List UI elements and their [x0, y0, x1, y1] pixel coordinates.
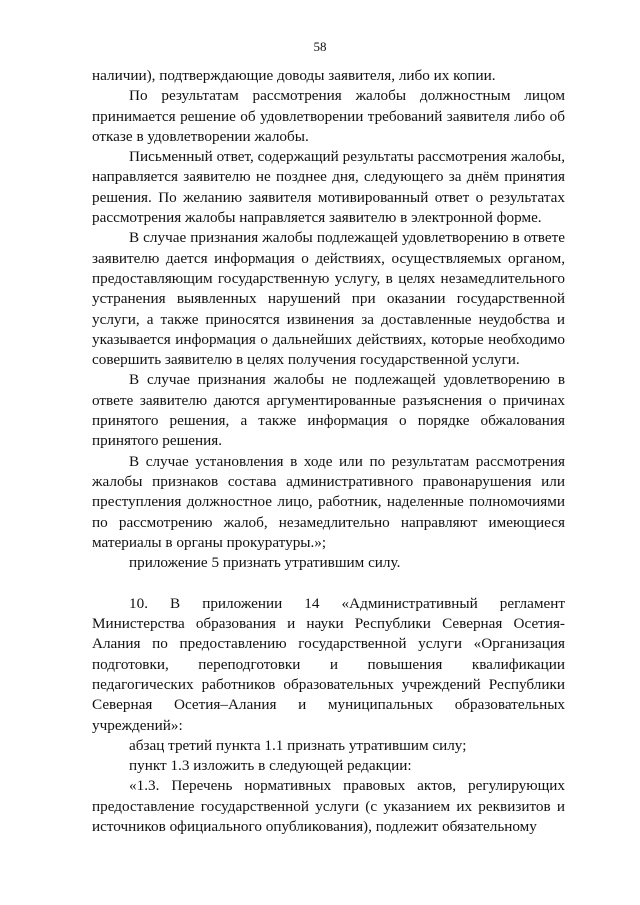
paragraph: пункт 1.3 изложить в следующей редакции: — [129, 757, 412, 775]
body-text — [92, 66, 565, 837]
paragraph: В случае признания жалобы подлежащей удовлетворению в ответе заявителю дается информация о действиях, осуществляемых органом, предоставляющим государственную услугу, в целях незамедлительного устранения выявленных нарушений при оказании государственной услуги, а также приносятся извинения за доставленные неудобства и указывается информация о дальнейших действиях, которые необходимо совершить заявителю в целях получения государственной услуги. — [92, 229, 565, 369]
page-number: 58 — [313, 39, 327, 54]
paragraph: абзац третий пункта 1.1 признать утратившим силу; — [129, 736, 467, 754]
paragraph: приложение 5 признать утратившим силу. — [129, 554, 401, 572]
paragraph: В случае признания жалобы не подлежащей удовлетворению в ответе заявителю даются аргументированные разъяснения о причинах принятого решения, а также информация о порядке обжалования принятого решения. — [92, 371, 565, 450]
paragraph-continuation: наличии), подтверждающие доводы заявителя, либо их копии. — [92, 67, 496, 84]
paragraph-item-10: 10. В приложении 14 «Административный регламент Министерства образования и науки Республики Северная Осетия-Алания по предоставлению государственной услуги «Организация подготовки, переподготовки и повышения квалификации педагогических работников образовательных учреждений Республики Северная Осетия–Алания и муниципальных образовательных учреждений»: — [92, 594, 565, 734]
paragraph: Письменный ответ, содержащий результаты рассмотрения жалобы, направляется заявителю не позднее дня, следующего за днём принятия решения. По желанию заявителя мотивированный ответ о результатах рассмотрения жалобы направляется заявителю в электронной форме. — [92, 148, 565, 227]
paragraph-item-1-3: «1.3. Перечень нормативных правовых актов, регулирующих предоставление государственной услуги (с указанием их реквизитов и источников официального опубликования), подлежит обязательному — [92, 777, 565, 835]
paragraph: В случае установления в ходе или по результатам рассмотрения жалобы признаков состава административного правонарушения или преступления должностное лицо, работник, наделенные полномочиями по рассмотрению жалоб, незамедлительно направляют имеющиеся материалы в органы прокуратуры.»; — [92, 452, 565, 551]
paragraph: По результатам рассмотрения жалобы должностным лицом принимается решение об удовлетворении требований заявителя либо об отказе в удовлетворении жалобы. — [92, 87, 565, 145]
